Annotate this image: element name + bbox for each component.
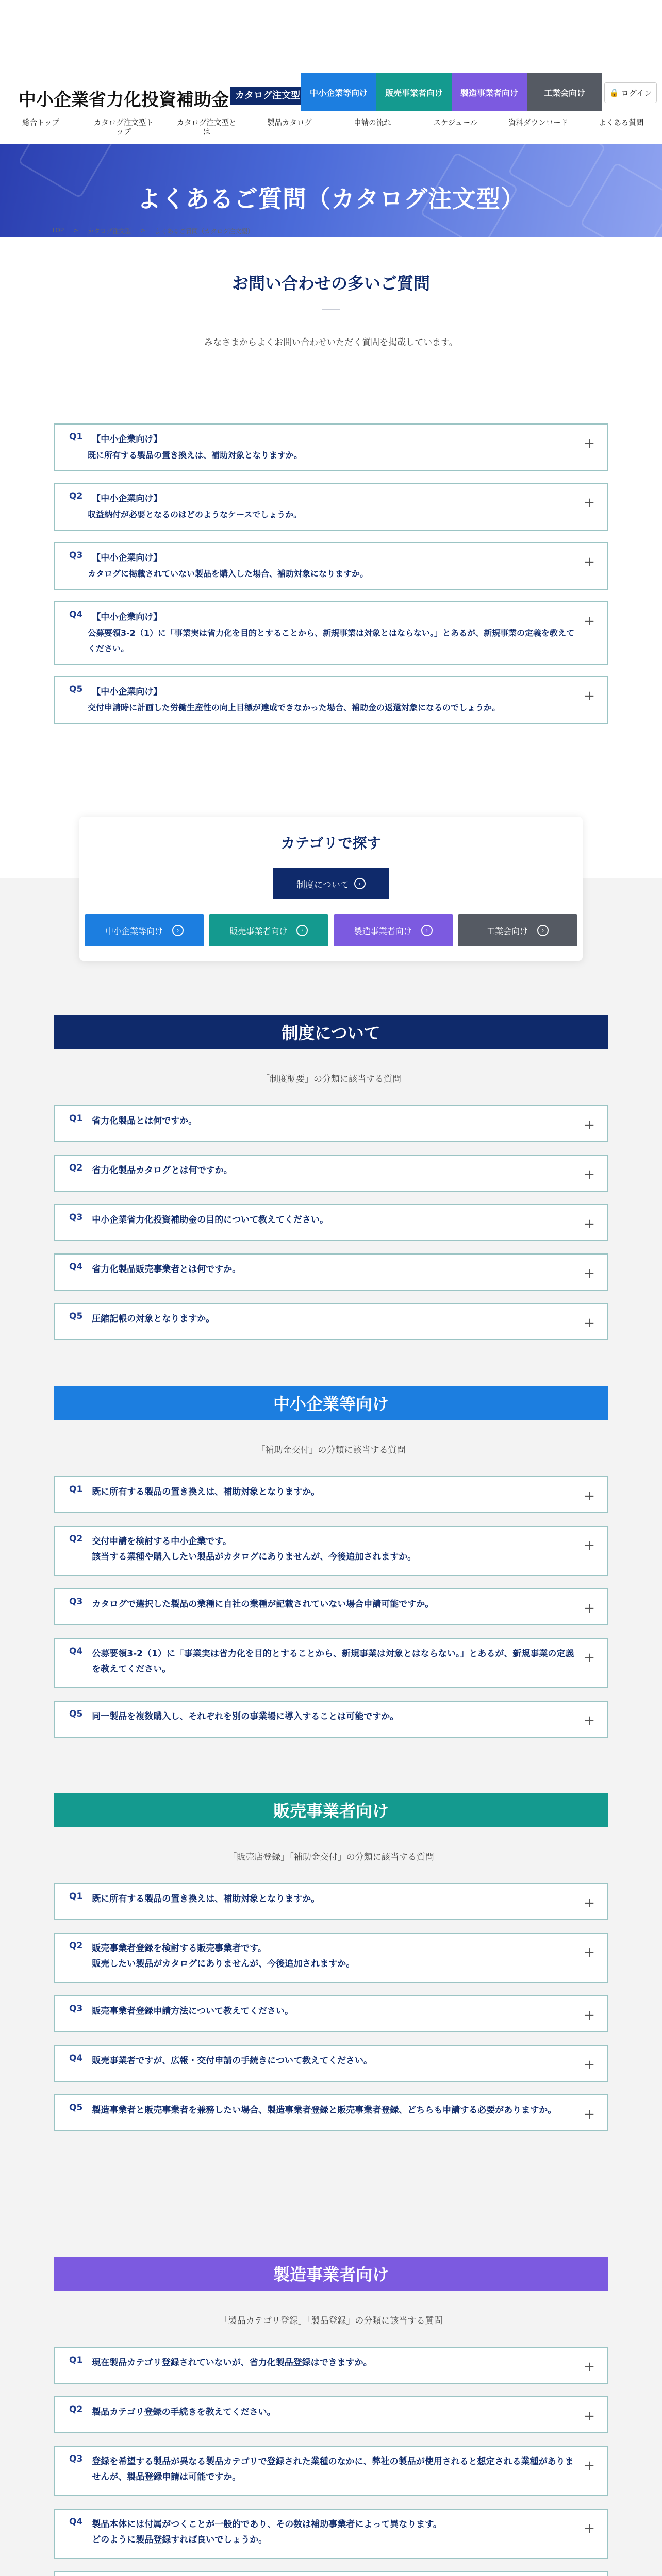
faq-item[interactable] [54,1476,608,1513]
gnav-item[interactable]: よくある質問 [599,119,644,127]
category-btn-maker[interactable] [334,914,453,946]
category-btn-assoc[interactable] [458,914,577,946]
category-buttons [79,914,583,946]
faq-question-head [69,609,575,622]
faq-question-head [69,1646,575,1677]
faq-number: Q5 [69,1709,83,1719]
plus-icon: + [584,1117,595,1133]
faq-item[interactable] [54,2347,608,2384]
faq-question-text: 省力化製品カタログとは何ですか。 [92,1165,233,1176]
faq-question-head [69,2454,575,2485]
section-banner: 製造事業者向け [54,2257,608,2291]
faq-number: Q3 [69,1597,83,1607]
faq-number: Q2 [69,1534,83,1544]
faq-item[interactable] [54,2509,608,2559]
faq-item[interactable] [54,483,608,531]
plus-icon: + [584,2359,595,2375]
plus-icon: + [584,1895,595,1911]
faq-question-head [69,2004,575,2019]
category-btn-label: 販売事業者向け [229,926,288,936]
faq-question-text: 販売事業者登録を検討する販売事業者です。 販売したい製品がカタログにありませんが、今後追加されますか。 [92,1943,355,1969]
category-btn-label: 工業会向け [486,926,528,936]
faq-item[interactable] [54,1105,608,1142]
category-btn-label: 製造事業者向け [354,926,412,936]
faq-question-head [69,1163,575,1178]
breadcrumb-separator: > [73,227,79,234]
gnav-item[interactable]: 申請の流れ [354,119,391,127]
plus-icon: + [584,2057,595,2073]
faq-question-head [69,432,575,445]
section-banner: 販売事業者向け [54,1793,608,1827]
hero-title: よくあるご質問（カタログ注文型） [137,185,525,213]
faq-question-head [69,1709,575,1724]
faq-number: Q4 [69,1646,83,1656]
faq-question-head [69,2355,575,2370]
faq-number: Q1 [69,1113,83,1124]
faq-number: Q2 [69,2404,83,2415]
faq-question-text: 収益納付が必要となるのはどのようなケースでしょうか。 [88,510,302,519]
faq-question-head [69,1311,575,1327]
plus-icon: + [584,1538,595,1553]
faq-item[interactable] [54,1303,608,1340]
header-btn-vendor[interactable]: 販売事業者向け [376,73,452,111]
faq-question-head [69,2103,575,2118]
breadcrumb [52,227,254,235]
catalog-chip: カタログ注文型 [230,87,305,105]
faq-question-text: 製造事業者と販売事業者を兼務したい場合、製造事業者登録と販売事業者登録、どちらも申請する必要がありますか。 [92,2105,557,2115]
arrow-circle-icon: › [354,878,366,889]
faq-item[interactable] [54,1701,608,1738]
plus-icon: + [584,1945,595,1960]
arrow-circle-icon: › [172,925,184,936]
faq-question-head [69,2053,575,2069]
title-rule [322,309,340,310]
category-btn-sme[interactable] [85,914,204,946]
gnav-item[interactable]: 総合トップ [22,119,60,127]
plus-icon: + [584,436,595,451]
plus-icon: + [584,2521,595,2536]
faq-question-head [69,684,575,697]
faq-question-text: 省力化製品とは何ですか。 [92,1116,197,1126]
faq-tag: 【中小企業向け】 [92,553,162,563]
plus-icon: + [584,688,595,704]
header-btn-sme[interactable]: 中小企業等向け [301,73,376,111]
faq-item[interactable] [54,601,608,665]
faq-number: Q1 [69,1484,83,1495]
breadcrumb-separator: > [140,227,146,234]
category-system-label: 制度について [296,879,349,890]
faq-question-head [69,1597,575,1612]
section-faq-list [54,2347,608,2576]
faq-item[interactable] [54,1588,608,1625]
plus-icon: + [584,2409,595,2424]
faq-question-text: 既に所有する製品の置き換えは、補助対象となりますか。 [88,450,303,460]
faq-number: Q3 [69,1212,83,1223]
arrow-circle-icon: › [537,925,549,936]
faq-question-text: 既に所有する製品の置き換えは、補助対象となりますか。 [92,1894,320,1904]
plus-icon: + [584,1713,595,1728]
faq-number: Q4 [69,2517,83,2527]
global-nav [0,118,662,145]
section-subtitle: 「制度概要」の分類に該当する質問 [261,1074,401,1084]
faq-item[interactable] [54,1526,608,1576]
faq-question-text: カタログで選択した製品の業種に自社の業種が記載されていない場合申請可能ですか。 [92,1599,434,1609]
breadcrumb-item[interactable]: TOP [52,227,64,234]
faq-number: Q2 [69,1941,83,1951]
plus-icon: + [584,554,595,570]
faq-item[interactable] [54,2446,608,2496]
section-subtitle: 「製品カテゴリ登録」「製品登録」の分類に該当する質問 [219,2316,443,2326]
faq-question-head [69,1212,575,1228]
plus-icon: + [584,2008,595,2023]
faq-question-text: 製品カテゴリ登録の手続きを教えてください。 [92,2407,276,2417]
popular-title: お問い合わせの多いご質問 [231,274,430,293]
login-button[interactable] [604,82,657,103]
faq-question-text: 登録を希望する製品が異なる製品カテゴリで登録された業種のなかに、弊社の製品が使用されると想定される業種がありませんが、製品登録申請は可能ですか。 [92,2456,574,2482]
faq-tag: 【中小企業向け】 [92,612,162,622]
section-subtitle: 「販売店登録」「補助金交付」の分類に該当する質問 [228,1852,434,1862]
faq-item[interactable] [54,676,608,724]
gnav-item[interactable]: カタログ注文型とは [176,119,237,137]
gnav-item[interactable]: 資料ダウンロード [508,119,569,127]
arrow-circle-icon: › [296,925,308,936]
faq-question-text: カタログに掲載されていない製品を購入した場合、補助対象になりますか。 [88,569,369,579]
faq-question-head [69,550,575,563]
faq-question-head [69,1891,575,1907]
faq-number: Q2 [69,1163,83,1173]
header-btn-maker[interactable]: 製造事業者向け [452,73,527,111]
section-banner: 中小企業等向け [54,1386,608,1420]
plus-icon: + [584,1315,595,1331]
hero-banner [0,144,662,237]
faq-number: Q3 [69,550,83,561]
popular-faq-list [54,423,608,735]
arrow-circle-icon: › [421,925,433,936]
faq-question-text: 省力化製品販売事業者とは何ですか。 [92,1264,241,1275]
faq-question-head [69,1534,575,1565]
faq-item[interactable] [54,423,608,471]
faq-tag: 【中小企業向け】 [92,687,162,697]
plus-icon: + [584,1650,595,1666]
faq-tag: 【中小企業向け】 [92,494,162,504]
section-banner: 制度について [54,1015,608,1049]
faq-item[interactable] [54,1883,608,1920]
faq-question-text: 交付申請時に計画した労働生産性の向上目標が達成できなかった場合、補助金の返還対象になるのでしょうか。 [88,703,501,713]
faq-question-head [69,491,575,504]
faq-question-text: 中小企業省力化投資補助金の目的について教えてください。 [92,1215,328,1225]
faq-question-head [69,2404,575,2420]
lock-icon: 🔒 [609,88,619,97]
popular-subtitle: みなさまからよくお問い合わせいただく質問を掲載しています。 [204,337,458,348]
faq-question-text: 同一製品を複数購入し、それぞれを別の事業場に導入することは可能ですか。 [92,1711,399,1722]
header-buttons [301,73,602,111]
faq-question-text: 販売事業者登録申請方法について教えてください。 [92,2006,293,2016]
faq-number: Q2 [69,491,83,501]
section-subtitle: 「補助金交付」の分類に該当する質問 [256,1445,406,1455]
plus-icon: + [584,1266,595,1281]
faq-item[interactable] [54,2396,608,2433]
gnav-item[interactable]: 製品カタログ [267,119,312,127]
plus-icon: + [584,1488,595,1504]
faq-number: Q4 [69,2053,83,2063]
faq-number: Q4 [69,1262,83,1272]
faq-item[interactable] [54,542,608,590]
faq-item[interactable] [54,2094,608,2131]
faq-number: Q1 [69,432,83,442]
faq-item[interactable] [54,1995,608,2032]
faq-number: Q4 [69,609,83,620]
faq-number: Q3 [69,2454,83,2464]
faq-question-text: 交付申請を検討する中小企業です。 該当する業種や購入したい製品がカタログにありませんが、今後追加されますか。 [92,1536,417,1562]
faq-number: Q5 [69,1311,83,1321]
section-faq-list [54,1476,608,1750]
faq-question-head [69,1484,575,1500]
faq-item[interactable] [54,2045,608,2082]
gnav-item[interactable]: スケジュール [433,119,478,127]
plus-icon: + [584,2107,595,2122]
faq-question-head [69,1262,575,1277]
faq-number: Q3 [69,2004,83,2014]
faq-question-text: 公募要領3-2（1）に「事業実は省力化を目的とすることから、新規事業は対象とはならない。」とあるが、新規事業の定義を教えてください。 [88,628,575,653]
faq-question-text: 圧縮記帳の対象となりますか。 [92,1314,215,1324]
plus-icon: + [584,1167,595,1182]
faq-item[interactable] [54,1638,608,1688]
site-title[interactable]: 中小企業省力化投資補助金 [19,90,229,110]
faq-question-text: 現在製品カテゴリ登録されていないが、省力化製品登録はできますか。 [92,2358,372,2368]
header-btn-assoc[interactable]: 工業会向け [527,73,602,111]
gnav-item[interactable]: カタログ注文型トップ [93,119,154,137]
faq-item[interactable] [54,1933,608,1983]
faq-question-head [69,1113,575,1129]
faq-number: Q5 [69,2103,83,2113]
faq-question-text: 公募要領3-2（1）に「事業実は省力化を目的とすることから、新規事業は対象とはならない。」とあるが、新規事業の定義を教えてください。 [92,1649,574,1674]
faq-number: Q1 [69,2355,83,2365]
category-card [79,817,583,961]
login-label: ログイン [621,88,652,98]
plus-icon: + [584,1601,595,1616]
faq-number: Q1 [69,1891,83,1902]
faq-number: Q5 [69,684,83,694]
section-faq-list [54,1105,608,1352]
plus-icon: + [584,495,595,511]
section-faq-list [54,1883,608,2144]
faq-question-head [69,1941,575,1972]
plus-icon: + [584,614,595,629]
category-system-button[interactable] [273,868,389,899]
category-btn-label: 中小企業等向け [105,926,163,936]
faq-item[interactable] [54,2571,608,2576]
faq-tag: 【中小企業向け】 [92,434,162,445]
faq-question-text: 販売事業者ですが、広報・交付申請の手続きについて教えてください。 [92,2056,372,2066]
faq-question-text: 製品本体には付属がつくことが一般的であり、その数は補助事業者によって異なります。 どのように製品登録すれば良いでしょうか。 [92,2519,442,2545]
faq-item[interactable] [54,1155,608,1192]
category-title: カテゴリで探す [280,835,382,852]
category-btn-vendor[interactable] [209,914,328,946]
faq-question-head [69,2517,575,2548]
faq-question-text: 既に所有する製品の置き換えは、補助対象となりますか。 [92,1487,320,1497]
faq-item[interactable] [54,1253,608,1291]
breadcrumb-item: よくあるご質問（カタログ注文型） [155,228,254,235]
plus-icon: + [584,2458,595,2473]
faq-item[interactable] [54,1204,608,1241]
plus-icon: + [584,1216,595,1232]
breadcrumb-item[interactable]: カタログ注文型 [88,228,131,235]
